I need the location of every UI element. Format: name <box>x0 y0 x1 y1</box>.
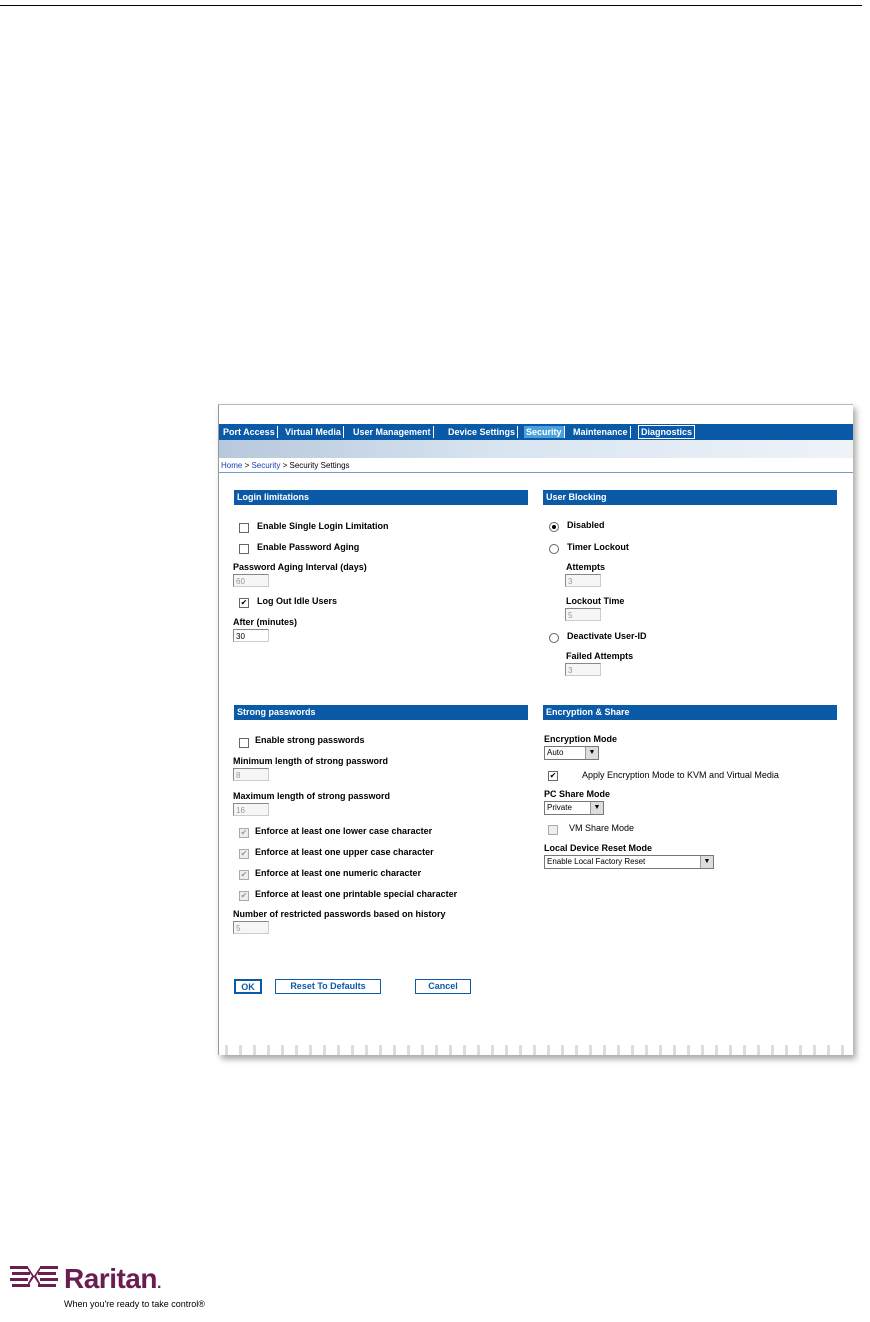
lockout-time-label: Lockout Time <box>566 596 625 606</box>
failed-attempts-input[interactable]: 3 <box>565 663 601 676</box>
log-out-idle-label: Log Out Idle Users <box>257 596 338 606</box>
login-limitations-header: Login limitations <box>234 490 528 505</box>
apply-encryption-checkbox[interactable]: ✔ <box>549 771 557 780</box>
pc-share-mode-select[interactable] <box>544 801 604 815</box>
tab-virtual-media[interactable]: Virtual Media <box>283 426 344 438</box>
chevron-down-icon: ▼ <box>590 802 603 814</box>
logo-wordmark <box>64 1263 161 1295</box>
idle-minutes-label: After (minutes) <box>233 617 298 627</box>
failed-attempts-label: Failed Attempts <box>566 651 634 661</box>
tab-maintenance[interactable]: Maintenance <box>571 426 631 438</box>
deactivate-user-label: Deactivate User-ID <box>567 631 647 641</box>
single-login-label: Enable Single Login Limitation <box>257 521 389 531</box>
logo-word: Raritan <box>64 1263 157 1294</box>
logo-dot: . <box>156 1275 161 1292</box>
timer-lockout-label: Timer Lockout <box>567 542 629 552</box>
page-header-rule <box>0 5 862 6</box>
blocking-disabled-label: Disabled <box>567 520 605 530</box>
upper-case-label: Enforce at least one upper case character <box>255 847 434 857</box>
user-blocking-header: User Blocking <box>543 490 837 505</box>
lockout-time-input[interactable]: 5 <box>565 608 601 621</box>
min-length-label: Minimum length of strong password <box>233 756 388 766</box>
reset-mode-label: Local Device Reset Mode <box>544 843 653 853</box>
pc-share-mode-value: Private <box>547 803 572 812</box>
tab-security[interactable]: Security <box>524 426 565 438</box>
lower-case-checkbox[interactable]: ✔ <box>240 828 248 837</box>
vm-share-mode-checkbox[interactable] <box>548 825 558 835</box>
aging-interval-input[interactable]: 60 <box>233 574 269 587</box>
header-banner <box>219 440 853 458</box>
reset-mode-select[interactable] <box>544 855 714 869</box>
history-input[interactable]: 5 <box>233 921 269 934</box>
tab-diagnostics[interactable]: Diagnostics <box>638 425 695 439</box>
encryption-mode-value: Auto <box>547 748 564 757</box>
numeric-label: Enforce at least one numeric character <box>255 868 422 878</box>
password-aging-checkbox[interactable] <box>239 544 249 554</box>
tab-user-management[interactable]: User Management <box>351 426 434 438</box>
breadcrumb-security[interactable]: Security <box>251 461 281 470</box>
aging-interval-label: Password Aging Interval (days) <box>233 562 367 572</box>
deactivate-user-radio[interactable] <box>549 633 559 643</box>
ok-button[interactable]: OK <box>234 979 262 994</box>
breadcrumb-home[interactable]: Home <box>221 461 243 470</box>
encryption-mode-select[interactable] <box>544 746 599 760</box>
top-nav-bar <box>219 424 853 440</box>
strong-passwords-header: Strong passwords <box>234 705 528 720</box>
chevron-down-icon: ▼ <box>700 856 713 868</box>
lower-case-label: Enforce at least one lower case character <box>255 826 433 836</box>
breadcrumb <box>221 461 350 470</box>
numeric-checkbox[interactable]: ✔ <box>240 870 248 879</box>
max-length-label: Maximum length of strong password <box>233 791 391 801</box>
chevron-down-icon: ▼ <box>585 747 598 759</box>
attempts-input[interactable]: 3 <box>565 574 601 587</box>
vm-share-mode-label: VM Share Mode <box>569 823 635 833</box>
cancel-button[interactable]: Cancel <box>415 979 471 994</box>
logo-tagline: When you're ready to take control® <box>64 1299 205 1309</box>
torn-edge <box>219 1045 853 1055</box>
special-char-label: Enforce at least one printable special character <box>255 889 458 899</box>
upper-case-checkbox[interactable]: ✔ <box>240 849 248 858</box>
strong-passwords-checkbox[interactable] <box>239 738 249 748</box>
idle-minutes-input[interactable]: 30 <box>233 629 269 642</box>
password-aging-label: Enable Password Aging <box>257 542 360 552</box>
single-login-checkbox[interactable] <box>239 523 249 533</box>
tab-port-access[interactable]: Port Access <box>221 426 278 438</box>
breadcrumb-divider <box>219 472 853 473</box>
breadcrumb-separator: > <box>280 461 290 470</box>
log-out-idle-checkbox[interactable]: ✔ <box>240 598 248 607</box>
reset-mode-value: Enable Local Factory Reset <box>547 857 646 866</box>
attempts-label: Attempts <box>566 562 606 572</box>
raritan-logo-icon <box>10 1263 60 1295</box>
encryption-share-header: Encryption & Share <box>543 705 837 720</box>
history-label: Number of restricted passwords based on history <box>233 909 446 919</box>
tab-device-settings[interactable]: Device Settings <box>446 426 518 438</box>
security-settings-screenshot <box>218 404 853 1055</box>
timer-lockout-radio[interactable] <box>549 544 559 554</box>
special-char-checkbox[interactable]: ✔ <box>240 891 248 900</box>
max-length-input[interactable]: 16 <box>233 803 269 816</box>
reset-defaults-button[interactable]: Reset To Defaults <box>275 979 381 994</box>
breadcrumb-current: Security Settings <box>289 461 350 470</box>
pc-share-mode-label: PC Share Mode <box>544 789 611 799</box>
encryption-mode-label: Encryption Mode <box>544 734 618 744</box>
blocking-disabled-radio[interactable] <box>549 522 559 532</box>
raritan-logo <box>10 1263 250 1313</box>
min-length-input[interactable]: 8 <box>233 768 269 781</box>
strong-passwords-label: Enable strong passwords <box>255 735 365 745</box>
breadcrumb-separator: > <box>242 461 252 470</box>
apply-encryption-label: Apply Encryption Mode to KVM and Virtual Media <box>582 770 779 780</box>
